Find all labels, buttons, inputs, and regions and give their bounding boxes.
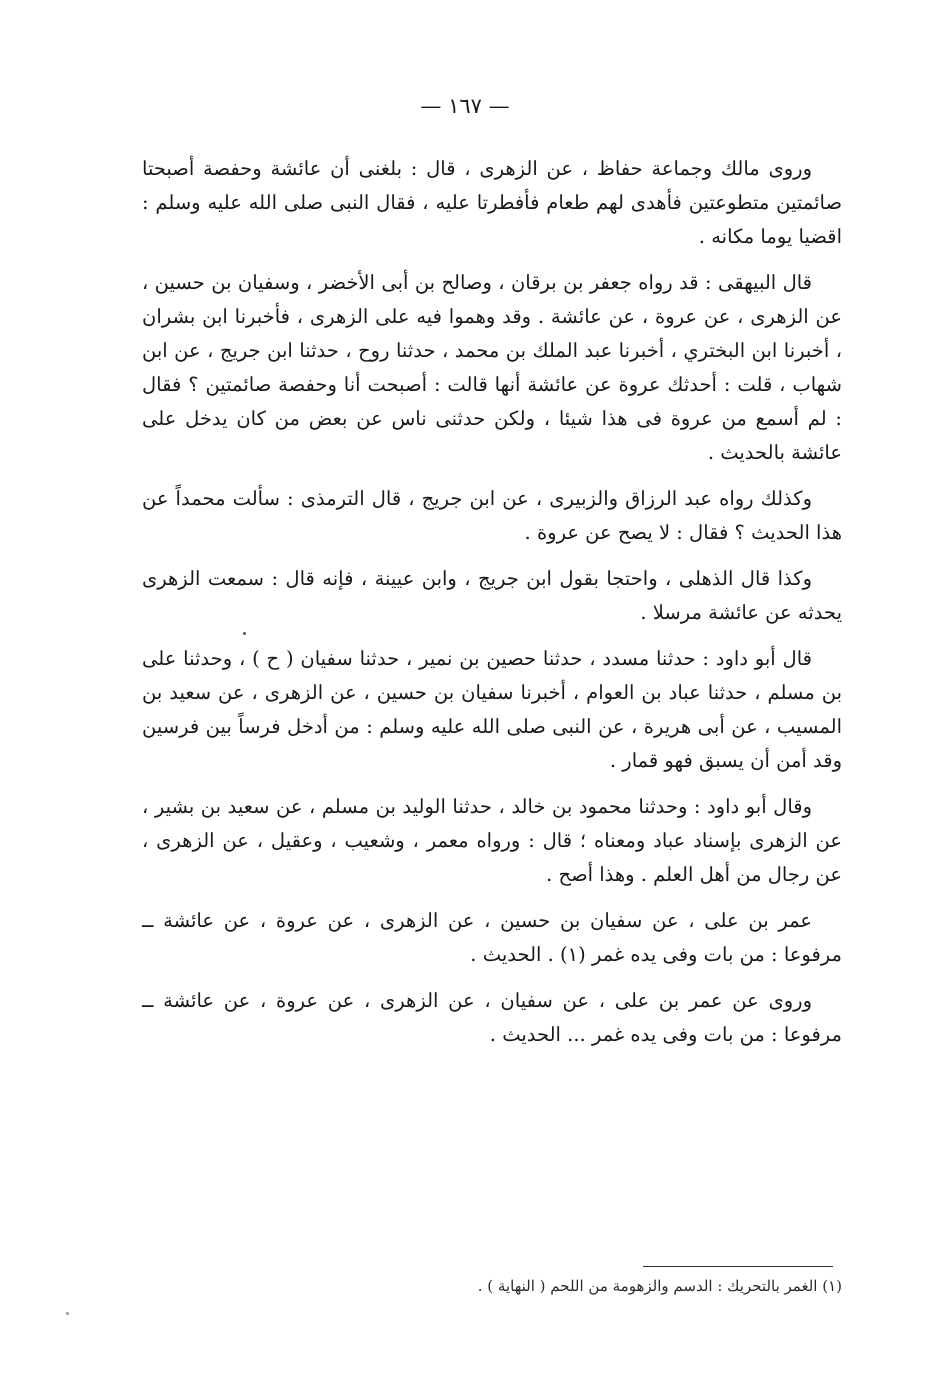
paragraph-4: وكذا قال الذهلى ، واحتجا بقول ابن جريج ، وابن عيينة ، فإنه قال : سمعت الزهرى يحدثه عن عائشة مرسلا . [142,567,842,624]
paragraph-1: وروى مالك وجماعة حفاظ ، عن الزهرى ، قال : بلغنى أن عائشة وحفصة أصبحتا صائمتين متطوعتين فأهدى لهم طعام فأفطرتا عليه ، فقال النبى صلى الله عليه وسلم : اقضيا يوما مكانه . [142,157,842,248]
paragraph-3: وكذلك رواه عبد الرزاق والزبيرى ، عن ابن جريج ، قال الترمذى : سألت محمداً عن هذا الحديث ؟ فقال : لا يصح عن عروة . [142,487,842,544]
footnote-divider [643,1266,833,1267]
print-speck [66,1312,69,1315]
paragraph-7: عمر بن على ، عن سفيان بن حسين ، عن الزهرى ، عن عروة ، عن عائشة ــ مرفوعا : من بات وفى يده غمر (١) . الحديث . [142,909,842,966]
paragraph-5: قال أبو داود : حدثنا مسدد ، حدثنا حصين بن نمير ، حدثنا سفيان ( ح ) ، وحدثنا على بن مسلم ، حدثنا عباد بن العوام ، أخبرنا سفيان بن حسين ، عن الزهرى ، عن سعيد بن المسيب ، عن أبى هريرة ، عن النبى صلى الله عليه وسلم : من أدخل فرساً بين فرسين وقد أمن أن يسبق فهو قمار . [142,647,842,772]
paragraph-6: وقال أبو داود : وحدثنا محمود بن خالد ، حدثنا الوليد بن مسلم ، عن سعيد بن بشير ، عن الزهرى بإسناد عباد ومعناه ؛ قال : ورواه معمر ، وشعيب ، وعقيل ، عن الزهرى ، عن رجال من أهل العلم . وهذا أصح . [142,795,842,886]
print-speck [243,632,246,635]
page-number: — ١٦٧ — [420,94,510,118]
footnote: (١) الغمر بالتحريك : الدسم والزهومة من اللحم ( النهاية ) . [477,1277,842,1295]
main-text [142,152,842,1064]
paragraph-2: قال البيهقى : قد رواه جعفر بن برقان ، وصالح بن أبى الأخضر ، وسفيان بن حسين ، عن الزهرى ، عن عروة ، عن عائشة . وقد وهموا فيه على الزهرى ، فأخبرنا ابن بشران ، أخبرنا ابن البختري ، أخبرنا عبد الملك بن محمد ، حدثنا روح ، حدثنا ابن جريج ، عن ابن شهاب ، قلت : أحدثك عروة عن عائشة أنها قالت : أصبحت أنا وحفصة صائمتين ؟ فقال : لم أسمع من عروة فى هذا شيئا ، ولكن حدثنى ناس عن بعض من كان يدخل على عائشة بالحديث . [142,271,842,464]
paragraph-8: وروى عن عمر بن على ، عن سفيان ، عن الزهرى ، عن عروة ، عن عائشة ــ مرفوعا : من بات وفى يده غمر ... الحديث . [142,989,842,1046]
